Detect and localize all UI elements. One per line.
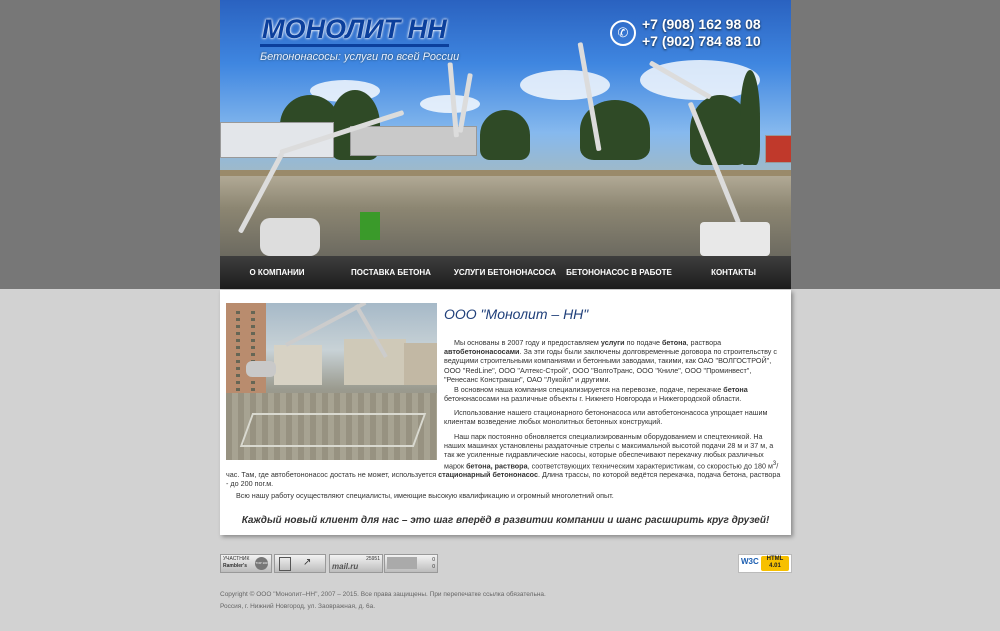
mailru-counter[interactable]: 25951 mail.ru [329,554,383,573]
page-title: ООО "Монолит – НН" [444,306,589,322]
paragraph-4: Наш парк постоянно обновляется специализированным оборудованием и спецтехникой. На наших машинах установлены раздаточные стрелы с максимальной высотой подачи 28 м и 37 м, а так же усиленные гидравлические насосы, которые обеспечивают перекачку любых различных марок бетона, раствора, соответствующих техническим характеристикам, со скоростью до 180 $м^3/$ час. Там, где автобетононасос достать не может, используется стационарный бетононасос. Длина трассы, по которой ведётся перекачка, подача бетона, раствора - до 200 пог.м. [226,432,781,489]
nav-item-contacts[interactable]: КОНТАКТЫ [711,268,756,277]
logo[interactable]: МОНОЛИТ НН [260,14,449,47]
generic-counter[interactable]: 0 0 [384,554,438,573]
w3c-html-badge[interactable]: W3C HTML 4.01 [738,554,792,573]
nav-item-about[interactable]: О КОМПАНИИ [249,268,305,277]
paragraph-3: Использование нашего стационарного бетононасоса или автобетононасоса упрощает нашим клиентам возведение любых монолитных бетонных конструкций. [444,408,768,427]
paragraph-1: Мы основаны в 2007 году и предоставляем услуги по подаче бетона, раствора автобетононасосами. За эти годы были заключены долговременные договора по строительству с ведущими строительными компаниями и бетонными заводами, такими, как ОАО "ВОЛГОСТРОЙ", ООО "RedLine", ООО "Алтекс-Строй", ООО "ВолгоТранс, ООО "Книле", ООО "Проминвест", "Ренесанс Констракшн", ОАО "Лукойл" и другими. [444,338,777,384]
header-banner [220,0,791,289]
header-slogan: Бетононасосы: услуги по всей России [260,51,460,63]
brand-block [260,14,459,63]
main-navigation [220,256,791,289]
main-content [220,290,791,535]
phone-icon: ✆ [610,20,636,46]
paragraph-5: Всю нашу работу осуществляют специалисты, имеющие высокую квалификацию и огромный многолетний опыт. [236,491,614,500]
nav-item-pump-at-work[interactable]: БЕТОНОНАСОС В РАБОТЕ [566,268,672,277]
rambler-top100-counter[interactable]: УЧАСТНИК Rambler's TOP 100 [220,554,272,573]
phone-number-1: +7 (908) 162 98 08 [642,16,761,32]
nav-item-pump-services[interactable]: УСЛУГИ БЕТОНОНАСОСА [453,268,557,277]
contact-phones [610,16,761,50]
liveinternet-counter[interactable] [274,554,326,573]
nav-item-concrete-delivery[interactable]: ПОСТАВКА БЕТОНА [351,268,431,277]
footer-address: Россия, г. Нижний Новгород, ул. Заовражная, д. 6а. [220,603,376,610]
paragraph-2: В основном наша компания специализируется на перевозке, подаче, перекачке бетона бетононасосами на различные объекты г. Нижнего Новгорода и Нижегородской области. [444,385,748,404]
footer-copyright: Copyright © ООО "Монолит–НН", 2007 – 2015. Все права защищены. При перепечатке ссылка обязательна. [220,591,546,598]
company-slogan: Каждый новый клиент для нас – это шаг вперёд в развитии компании и шанс расширить круг друзей! [241,515,770,526]
arrow-icon: ↗ [303,557,312,568]
phone-number-2: +7 (902) 784 88 10 [642,33,761,49]
